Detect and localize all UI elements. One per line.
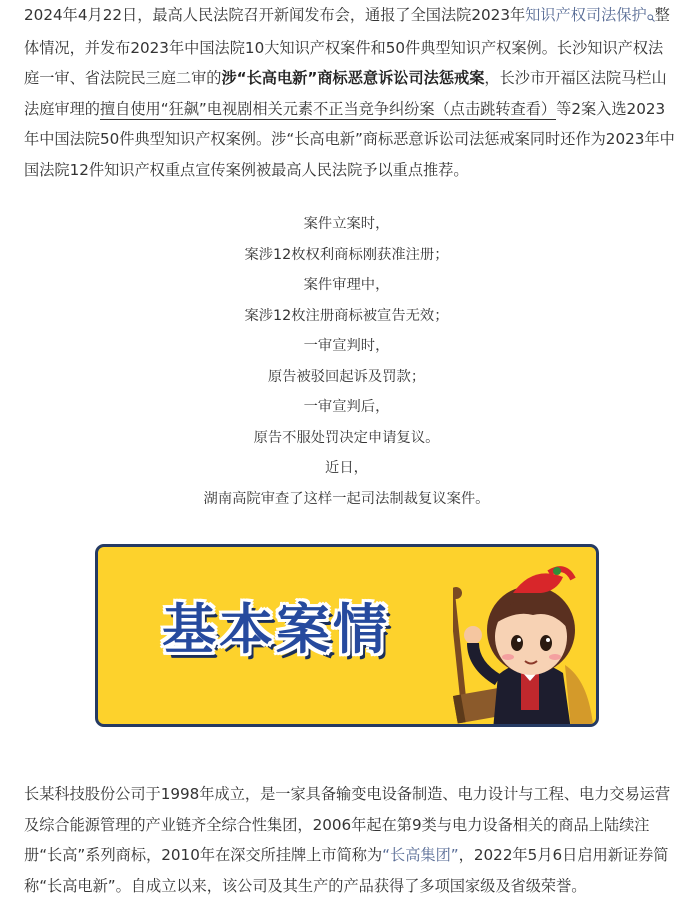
intro-text-3: ，长沙市开福区法院马栏山法庭审理的 xyxy=(24,69,667,118)
summary-line: 原告不服处罚决定申请复议。 xyxy=(253,429,440,446)
summary-line: 近日， xyxy=(325,460,368,476)
section-banner xyxy=(95,544,599,727)
search-icon[interactable] xyxy=(647,2,655,33)
intro-paragraph xyxy=(24,0,676,186)
summary-line: 案件立案时， xyxy=(303,216,390,232)
ip-protection-search-link[interactable]: 知识产权司法保护 xyxy=(525,6,647,24)
changgao-group-link[interactable]: “长高集团” xyxy=(382,846,459,865)
body-text-1: 长某科技股份公司于1998年成立，是一家具备输变电设备制造、电力设计与工程、电力交易运营及综合能源管理的产业链齐全综合性集团，2006年起在第9类与电力设备相关的商品上陆续注册“长高”系列商标，2010年在深交所挂牌上市简称为 xyxy=(24,785,671,865)
intro-text-2: 整体情况，并发布2023年中国法院10大知识产权案件和50件典型知识产权案例。长沙知识产权法庭一审、省法院民三庭二审的 xyxy=(24,6,670,88)
centered-summary xyxy=(0,209,693,514)
summary-line: 案件审理中， xyxy=(303,277,390,293)
summary-line: 案涉12枚注册商标被宣告无效； xyxy=(244,307,449,324)
case-facts-paragraph xyxy=(24,779,678,901)
intro-text-1: 2024年4月22日，最高人民法院召开新闻发布会，通报了全国法院2023年 xyxy=(24,6,526,24)
bold-case-title: 涉“长高电新”商标恶意诉讼司法惩戒案 xyxy=(221,69,485,88)
summary-line: 一审宣判后， xyxy=(303,399,390,415)
summary-line: 案涉12枚权利商标刚获准注册； xyxy=(244,246,449,263)
kuangbiao-case-link[interactable]: 擅自使用“狂飙”电视剧相关元素不正当竞争纠纷案（点击跳转查看） xyxy=(99,99,557,118)
body-text-2: ，2022年5月6日启用新证券简称“长高电新”。自成立以来，该公司及其生产的产品获得了多项国家级及省级荣誉。 xyxy=(24,846,669,895)
judge-cartoon-icon xyxy=(453,555,599,727)
summary-line: 一审宣判时， xyxy=(303,338,390,354)
intro-text-4: 等2案入选2023年中国法院50件典型知识产权案例。涉“长高电新”商标恶意诉讼司法惩戒案同时还作为2023年中国法院12件知识产权重点宣传案例被最高人民法院予以重点推荐。 xyxy=(24,99,675,179)
summary-line: 原告被驳回起诉及罚款； xyxy=(267,368,426,385)
summary-line: 湖南高院审查了这样一起司法制裁复议案件。 xyxy=(203,490,490,507)
banner-title: 基本案情 xyxy=(162,598,390,661)
